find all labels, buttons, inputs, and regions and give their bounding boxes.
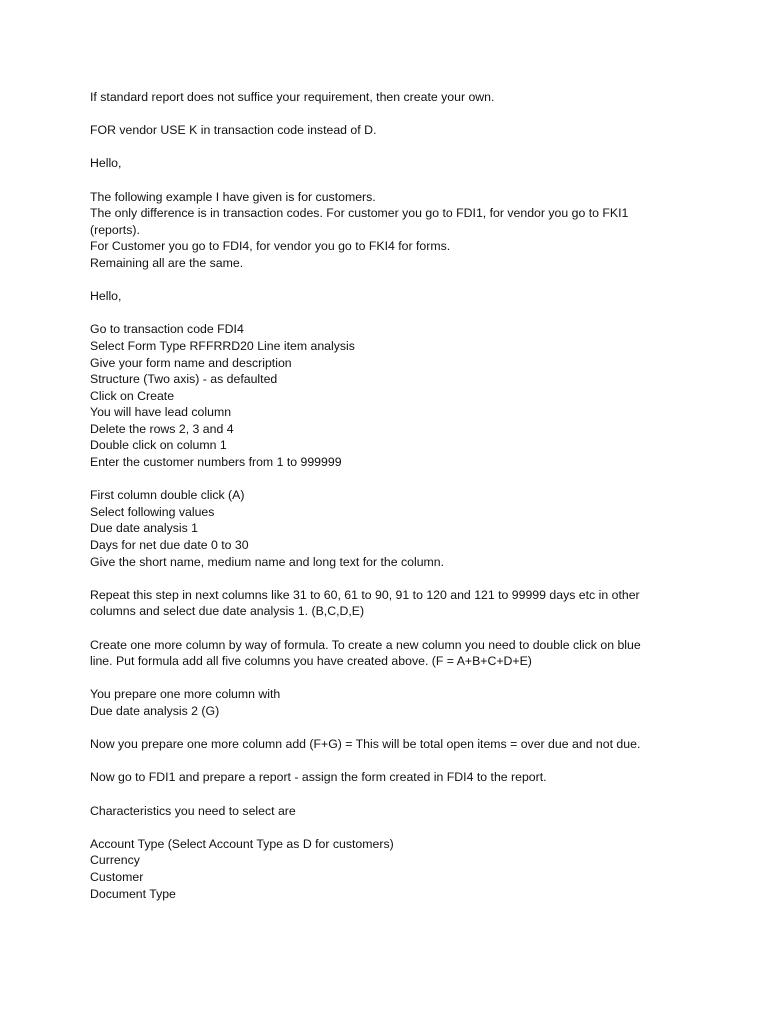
text-line: You prepare one more column with <box>90 687 281 702</box>
text-line: Now go to FDI1 and prepare a report - assign the form created in FDI4 to the report. <box>90 770 547 785</box>
blank-line <box>90 786 690 803</box>
text-line: Days for net due date 0 to 30 <box>90 538 249 553</box>
text-line: The only difference is in transaction codes. For customer you go to FDI1, for vendor you go to FKI1 <box>90 206 629 221</box>
text-line: Select Form Type RFFRRD20 Line item analysis <box>90 338 355 353</box>
blank-line <box>90 720 690 737</box>
text-line: columns and select due date analysis 1. (B,C,D,E) <box>90 604 365 619</box>
text-line: Double click on column 1 <box>90 438 227 453</box>
blank-line <box>90 819 690 836</box>
text-line: For Customer you go to FDI4, for vendor you go to FKI4 for forms. <box>90 239 451 254</box>
text-line: (reports). <box>90 222 140 237</box>
text-line: Give your form name and description <box>90 355 292 370</box>
text-line: You will have lead column <box>90 405 232 420</box>
text-line: Structure (Two axis) - as defaulted <box>90 372 278 387</box>
document-body <box>90 89 690 902</box>
text-line: Document Type <box>90 886 176 901</box>
text-line: Hello, <box>90 289 122 304</box>
blank-line <box>90 305 690 322</box>
blank-line <box>90 620 690 637</box>
blank-line <box>90 172 690 189</box>
text-line: The following example I have given is for customers. <box>90 189 376 204</box>
blank-line <box>90 753 690 770</box>
text-line: If standard report does not suffice your requirement, then create your own. <box>90 90 495 104</box>
blank-line <box>90 139 690 156</box>
text-line: Give the short name, medium name and long text for the column. <box>90 554 445 569</box>
text-line: Remaining all are the same. <box>90 255 244 270</box>
text-line: Click on Create <box>90 388 175 403</box>
text-line: Due date analysis 2 (G) <box>90 703 220 718</box>
text-line: Enter the customer numbers from 1 to 999999 <box>90 455 342 470</box>
blank-line <box>90 670 690 687</box>
text-line: Hello, <box>90 156 122 171</box>
text-line: Delete the rows 2, 3 and 4 <box>90 421 234 436</box>
blank-line <box>90 106 690 123</box>
text-line: Select following values <box>90 504 215 519</box>
blank-line <box>90 272 690 289</box>
text-line: First column double click (A) <box>90 488 245 503</box>
text-line: Now you prepare one more column add (F+G) = This will be total open items = over due and not due. <box>90 737 641 752</box>
text-line: Currency <box>90 853 140 868</box>
text-line: FOR vendor USE K in transaction code instead of D. <box>90 123 377 138</box>
text-line: Customer <box>90 869 144 884</box>
text-line: Repeat this step in next columns like 31 to 60, 61 to 90, 91 to 120 and 121 to 99999 days etc in other <box>90 587 640 602</box>
text-line: line. Put formula add all five columns you have created above. (F = A+B+C+D+E) <box>90 654 532 669</box>
text-line: Account Type (Select Account Type as D for customers) <box>90 836 394 851</box>
text-line: Characteristics you need to select are <box>90 803 296 818</box>
text-line: Go to transaction code FDI4 <box>90 322 244 337</box>
blank-line <box>90 471 690 488</box>
blank-line <box>90 570 690 587</box>
text-line: Due date analysis 1 <box>90 521 199 536</box>
text-line: Create one more column by way of formula. To create a new column you need to double click on blue <box>90 637 641 652</box>
